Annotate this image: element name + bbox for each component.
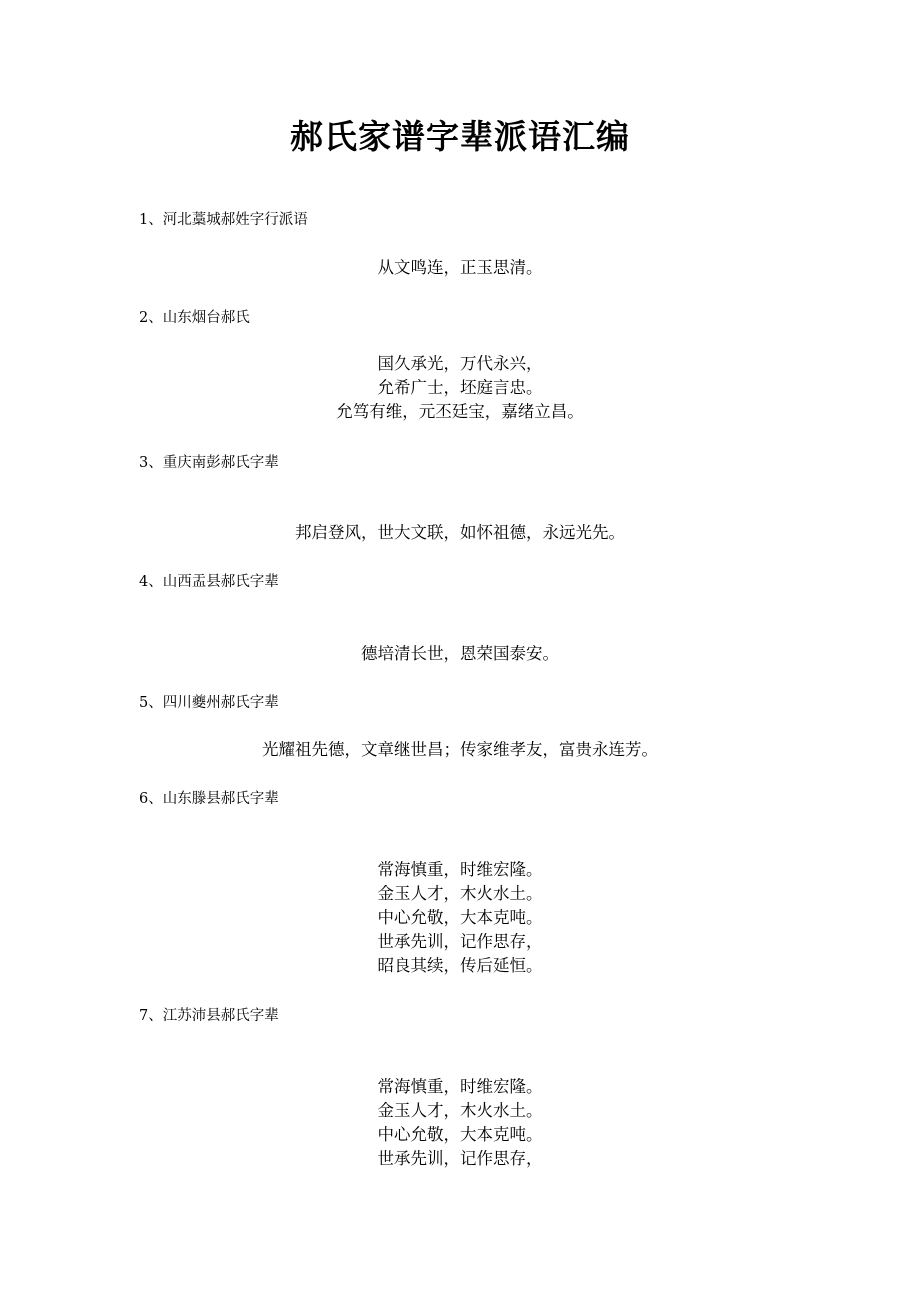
- verse-line: 国久承光，万代永兴，: [377, 354, 543, 373]
- section-heading: 7、江苏沛县郝氏字辈: [139, 1008, 279, 1024]
- section-verse: [0, 858, 920, 978]
- verse-line: 允希广士，坯庭言忠。: [377, 378, 543, 397]
- section-heading: 6、山东滕县郝氏字辈: [139, 791, 279, 807]
- verse-line: 世承先训，记作思存，: [377, 932, 543, 951]
- verse-line: 中心允敬，大本克吨。: [377, 908, 543, 927]
- section-heading: 2、山东烟台郝氏: [139, 310, 250, 326]
- section-heading: 4、山西盂县郝氏字辈: [139, 574, 279, 590]
- section-verse: [0, 642, 920, 666]
- verse-line: 从文鸣连，正玉思清。: [377, 258, 543, 277]
- section-verse: [0, 256, 920, 280]
- verse-line: 允笃有维，元丕廷宝，嘉绪立昌。: [336, 402, 584, 421]
- verse-line: 昭良其续，传后延恒。: [377, 956, 543, 975]
- section-verse: [0, 521, 920, 545]
- verse-line: 世承先训，记作思存，: [377, 1149, 543, 1168]
- verse-line: 中心允敬，大本克吨。: [377, 1125, 543, 1144]
- section-verse: [0, 1075, 920, 1171]
- section-heading: 1、河北藁城郝姓字行派语: [139, 212, 308, 228]
- verse-line: 光耀祖先德，文章继世昌；传家维孝友，富贵永连芳。: [262, 740, 658, 759]
- section-heading: 3、重庆南彭郝氏字辈: [139, 455, 279, 471]
- verse-line: 金玉人才，木火水土。: [377, 1101, 543, 1120]
- document-title: 郝氏家谱字辈派语汇编: [290, 117, 630, 156]
- verse-line: 金玉人才，木火水土。: [377, 884, 543, 903]
- verse-line: 德培清长世，恩荣国泰安。: [361, 644, 559, 663]
- verse-line: 常海慎重，时维宏隆。: [377, 860, 543, 879]
- verse-line: 邦启登风，世大文联，如怀祖德，永远光先。: [295, 523, 625, 542]
- section-verse: [0, 352, 920, 424]
- verse-line: 常海慎重，时维宏隆。: [377, 1077, 543, 1096]
- section-heading: 5、四川夔州郝氏字辈: [139, 695, 279, 711]
- section-verse: [0, 738, 920, 762]
